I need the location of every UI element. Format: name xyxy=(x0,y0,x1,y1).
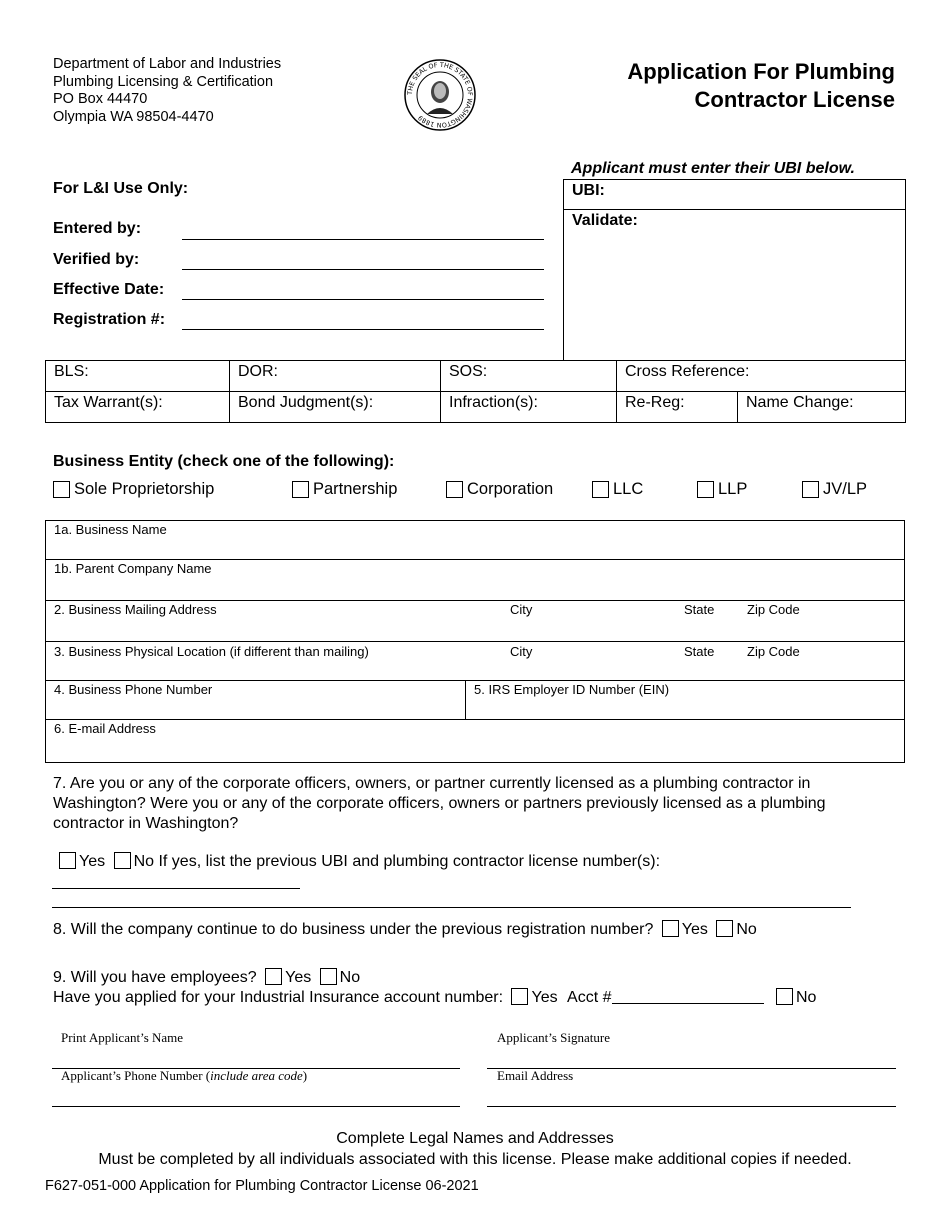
field-label: 1a. Business Name xyxy=(54,522,167,537)
question-9 xyxy=(53,968,360,988)
state-seal-icon xyxy=(403,58,477,132)
city-label: City xyxy=(510,602,533,617)
phone-label-text: Applicant’s Phone Number ( xyxy=(61,1068,211,1083)
question-8 xyxy=(53,920,757,940)
entity-option-label: Partnership xyxy=(313,480,398,498)
footer-heading: Complete Legal Names and Addresses xyxy=(336,1130,614,1147)
previous-ubi-line[interactable] xyxy=(52,888,300,889)
q8-no-checkbox[interactable] xyxy=(716,920,733,937)
entity-option-llc[interactable] xyxy=(592,480,643,499)
question-text: 7. Are you or any of the corporate officers, owners, or partner currently licensed as a plumbing contractor in xyxy=(53,775,811,792)
physical-location-field[interactable] xyxy=(46,642,904,681)
verified-by-label: Verified by: xyxy=(53,251,140,268)
name-change-label: Name Change: xyxy=(746,394,854,411)
address-line: Olympia WA 98504-4470 xyxy=(53,108,214,125)
parent-company-field[interactable] xyxy=(46,560,904,601)
checkbox[interactable] xyxy=(292,481,309,498)
question-9b xyxy=(53,988,816,1008)
bls-cell[interactable] xyxy=(46,361,230,392)
mailing-address-field[interactable] xyxy=(46,601,904,642)
entity-option-sole-proprietorship[interactable] xyxy=(53,480,214,499)
q7-yes-checkbox[interactable] xyxy=(59,852,76,869)
state-label: State xyxy=(684,644,715,659)
q9-no-checkbox[interactable] xyxy=(320,968,337,985)
bond-judgment-cell[interactable] xyxy=(230,392,441,423)
print-name-label: Print Applicant’s Name xyxy=(61,1030,184,1045)
q9b-no-checkbox[interactable] xyxy=(776,988,793,1005)
signature-label: Applicant’s Signature xyxy=(497,1030,611,1045)
q8-yes-checkbox[interactable] xyxy=(662,920,679,937)
entity-option-jv-lp[interactable] xyxy=(802,480,867,499)
state-label: State xyxy=(684,602,715,617)
question-text: 9. Will you have employees? xyxy=(53,969,257,986)
validate-field[interactable] xyxy=(564,210,905,232)
q9-yes-checkbox[interactable] xyxy=(265,968,282,985)
acct-number-field[interactable] xyxy=(612,1003,764,1004)
agency-address xyxy=(53,56,281,126)
field-label: 2. Business Mailing Address xyxy=(54,602,217,617)
entered-by-label: Entered by: xyxy=(53,220,142,237)
effective-date-field[interactable] xyxy=(182,299,544,300)
field-label: 6. E-mail Address xyxy=(54,721,156,736)
entity-heading: Business Entity (check one of the following): xyxy=(53,453,395,470)
q7-no-label: No If yes, list the previous UBI and plumbing contractor license number(s): xyxy=(133,853,661,870)
business-phone-field[interactable] xyxy=(46,681,466,719)
effective-date-label: Effective Date: xyxy=(53,281,165,298)
question-text: contractor in Washington? xyxy=(53,815,239,832)
entity-option-label: LLP xyxy=(718,480,748,498)
entity-option-partnership[interactable] xyxy=(292,480,397,499)
question-7 xyxy=(53,774,826,834)
ubi-box xyxy=(563,179,906,361)
phone-label-hint: include area code xyxy=(210,1068,303,1083)
q7-no-checkbox[interactable] xyxy=(114,852,131,869)
yes-label: Yes xyxy=(531,989,558,1006)
cross-reference-label: Cross Reference: xyxy=(625,363,750,380)
sos-label: SOS: xyxy=(449,363,488,380)
office-use-heading: For L&I Use Only: xyxy=(53,180,189,197)
applicant-email-field[interactable] xyxy=(487,1106,896,1107)
address-line: PO Box 44470 xyxy=(53,91,148,107)
applicant-phone-field[interactable] xyxy=(52,1106,460,1107)
bond-judgment-label: Bond Judgment(s): xyxy=(238,394,374,411)
tax-warrant-cell[interactable] xyxy=(46,392,230,423)
phone-label xyxy=(61,1068,307,1084)
dor-label: DOR: xyxy=(238,363,278,380)
address-line: Department of Labor and Industries xyxy=(53,56,282,72)
question-7-answer xyxy=(55,852,660,872)
checkbox[interactable] xyxy=(53,481,70,498)
re-reg-label: Re-Reg: xyxy=(625,394,685,411)
business-name-field[interactable] xyxy=(46,521,904,560)
infraction-cell[interactable] xyxy=(441,392,617,423)
name-change-cell[interactable] xyxy=(738,392,906,423)
no-label: No xyxy=(795,989,817,1006)
sos-cell[interactable] xyxy=(441,361,617,392)
footer-instruction: Must be completed by all individuals associated with this license. Please make additional copies if needed. xyxy=(98,1151,852,1168)
zip-label: Zip Code xyxy=(747,644,800,659)
question-text: Washington? Were you or any of the corporate officers, owners or partners previously licensed as a plumbing xyxy=(53,795,826,812)
entered-by-field[interactable] xyxy=(182,239,544,240)
bls-label: BLS: xyxy=(54,363,89,380)
checkbox[interactable] xyxy=(592,481,609,498)
entity-option-llp[interactable] xyxy=(697,480,747,499)
validate-label: Validate: xyxy=(572,212,638,229)
dor-cell[interactable] xyxy=(230,361,441,392)
cross-reference-cell[interactable] xyxy=(617,361,906,392)
checkbox[interactable] xyxy=(802,481,819,498)
yes-label: Yes xyxy=(285,969,312,986)
entity-option-label: Sole Proprietorship xyxy=(74,480,215,498)
entity-option-label: JV/LP xyxy=(823,480,868,498)
field-label: 3. Business Physical Location (if different than mailing) xyxy=(54,644,369,659)
form-number: F627-051-000 Application for Plumbing Contractor License 06-2021 xyxy=(45,1178,479,1194)
form-title xyxy=(627,58,895,114)
question-text: Have you applied for your Industrial Insurance account number: xyxy=(53,989,504,1006)
zip-label: Zip Code xyxy=(747,602,800,617)
infraction-label: Infraction(s): xyxy=(449,394,538,411)
entity-option-corporation[interactable] xyxy=(446,480,553,499)
acct-label: Acct # xyxy=(567,989,612,1006)
yes-label: Yes xyxy=(681,921,708,938)
email-field[interactable] xyxy=(46,720,904,762)
question-text: 8. Will the company continue to do business under the previous registration number? xyxy=(53,921,654,938)
field-label: 1b. Parent Company Name xyxy=(54,561,212,576)
title-line-2: Contractor License xyxy=(694,87,895,112)
field-label: 4. Business Phone Number xyxy=(54,682,213,697)
re-reg-cell[interactable] xyxy=(617,392,738,423)
registration-number-label: Registration #: xyxy=(53,311,166,328)
yes-label: Yes xyxy=(79,853,106,870)
svg-text:THE SEAL OF THE STATE OF WASHI: THE SEAL OF THE STATE OF WASHINGTON 1889 xyxy=(405,60,475,130)
q9b-yes-checkbox[interactable] xyxy=(511,988,528,1005)
entity-option-label: LLC xyxy=(613,480,644,498)
verified-by-field[interactable] xyxy=(182,269,544,270)
previous-license-line[interactable] xyxy=(52,907,851,908)
title-line-1: Application For Plumbing xyxy=(627,59,895,84)
tax-warrant-label: Tax Warrant(s): xyxy=(54,394,163,411)
ubi-field[interactable] xyxy=(564,180,905,210)
address-line: Plumbing Licensing & Certification xyxy=(53,73,274,90)
entity-option-label: Corporation xyxy=(467,480,554,498)
checkbox[interactable] xyxy=(446,481,463,498)
field-label: 5. IRS Employer ID Number (EIN) xyxy=(474,682,670,697)
phone-label-close: ) xyxy=(302,1068,308,1083)
ubi-label: UBI: xyxy=(572,182,605,199)
ubi-instruction: Applicant must enter their UBI below. xyxy=(571,160,855,177)
registration-number-field[interactable] xyxy=(182,329,544,330)
city-label: City xyxy=(510,644,533,659)
business-info-block xyxy=(45,520,905,763)
no-label: No xyxy=(736,921,757,938)
checkbox[interactable] xyxy=(697,481,714,498)
entity-options xyxy=(53,480,913,502)
no-label: No xyxy=(339,969,361,986)
phone-ein-row xyxy=(46,681,904,720)
ein-field[interactable] xyxy=(466,681,904,719)
reference-grid xyxy=(45,360,906,423)
email-label: Email Address xyxy=(497,1068,574,1083)
